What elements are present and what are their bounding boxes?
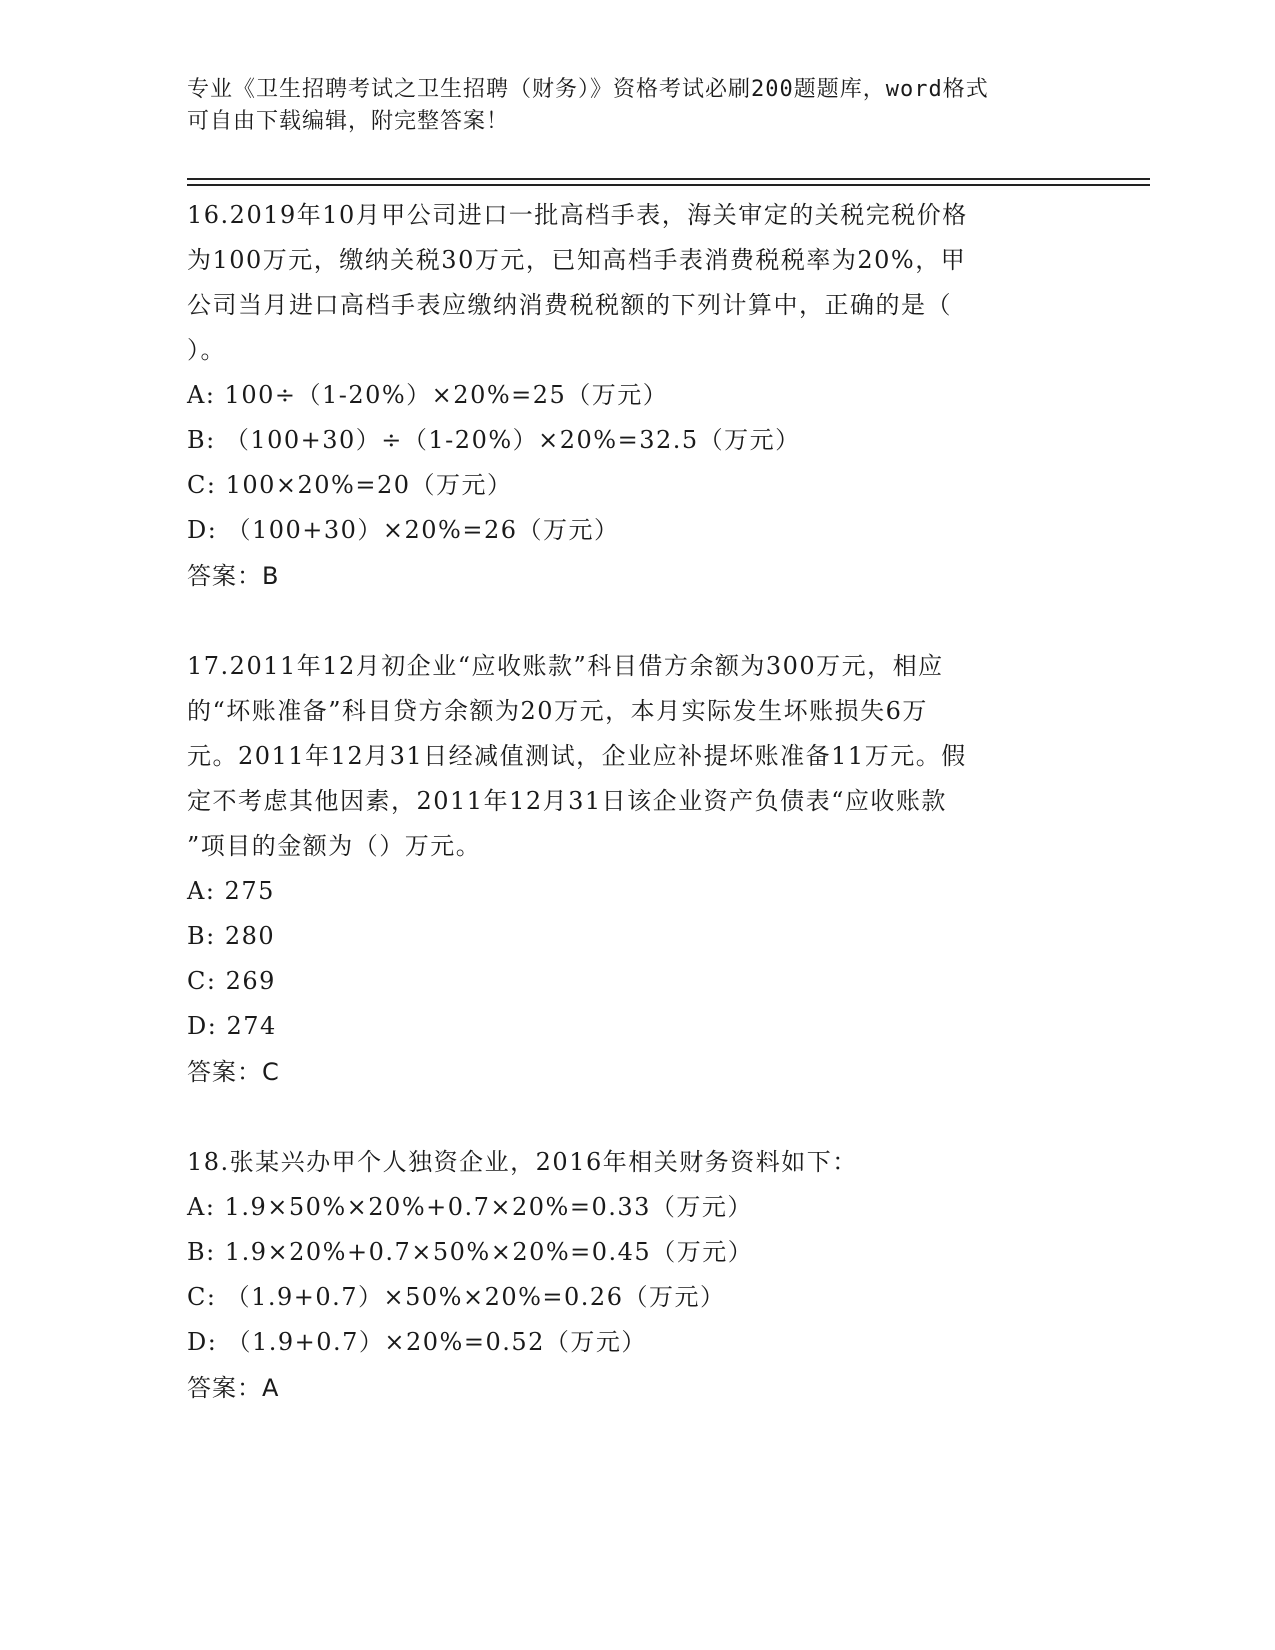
- document-header: [187, 74, 1087, 138]
- header-divider-bottom: [187, 184, 1150, 186]
- option-c: C: 269: [187, 967, 276, 995]
- option-a: A: 275: [187, 877, 275, 905]
- option-d: D: 274: [187, 1012, 277, 1040]
- question-stem: [187, 644, 1087, 869]
- option-d: D: （100+30）×20%=26（万元）: [187, 516, 620, 544]
- option-a: A: 1.9×50%×20%+0.7×20%=0.33（万元）: [187, 1193, 753, 1221]
- stem-line: 为100万元，缴纳关税30万元，已知高档手表消费税税率为20%，甲: [187, 246, 967, 274]
- option-a: A: 100÷（1-20%）×20%=25（万元）: [187, 381, 669, 409]
- header-line-1: 专业《卫生招聘考试之卫生招聘（财务）》资格考试必刷200题题库，word格式: [187, 77, 989, 102]
- stem-line: 元。2011年12月31日经减值测试，企业应补提坏账准备11万元。假: [187, 742, 967, 770]
- question-spacer: [187, 1095, 1087, 1140]
- question-18: [187, 1140, 1087, 1411]
- stem-line: 定不考虑其他因素，2011年12月31日该企业资产负债表“应收账款: [187, 787, 947, 815]
- answer-label: 答案：B: [187, 562, 280, 590]
- stem-line: 16.2019年10月甲公司进口一批高档手表，海关审定的关税完税价格: [187, 201, 968, 229]
- answer-label: 答案：A: [187, 1374, 280, 1402]
- option-c: C: （1.9+0.7）×50%×20%=0.26（万元）: [187, 1283, 726, 1311]
- option-b: B: （100+30）÷（1-20%）×20%=32.5（万元）: [187, 426, 801, 454]
- stem-line: ”项目的金额为（）万元。: [187, 832, 482, 860]
- option-b: B: 280: [187, 922, 276, 950]
- question-spacer: [187, 599, 1087, 644]
- option-c: C: 100×20%=20（万元）: [187, 471, 513, 499]
- question-16: [187, 193, 1087, 599]
- stem-line: 17.2011年12月初企业“应收账款”科目借方余额为300万元，相应: [187, 652, 944, 680]
- header-divider-top: [187, 178, 1150, 180]
- option-d: D: （1.9+0.7）×20%=0.52（万元）: [187, 1328, 647, 1356]
- header-line-2: 可自由下载编辑，附完整答案！: [187, 109, 510, 134]
- answer-label: 答案：C: [187, 1058, 280, 1086]
- stem-line: 18.张某兴办甲个人独资企业，2016年相关财务资料如下：: [187, 1148, 858, 1176]
- question-17: [187, 644, 1087, 1095]
- question-stem: [187, 1140, 1087, 1185]
- question-stem: [187, 193, 1087, 373]
- stem-line: 公司当月进口高档手表应缴纳消费税税额的下列计算中，正确的是（: [187, 291, 952, 319]
- question-list: [187, 193, 1087, 1411]
- stem-line: 的“坏账准备”科目贷方余额为20万元，本月实际发生坏账损失6万: [187, 697, 928, 725]
- option-b: B: 1.9×20%+0.7×50%×20%=0.45（万元）: [187, 1238, 754, 1266]
- stem-line: ）。: [187, 336, 226, 364]
